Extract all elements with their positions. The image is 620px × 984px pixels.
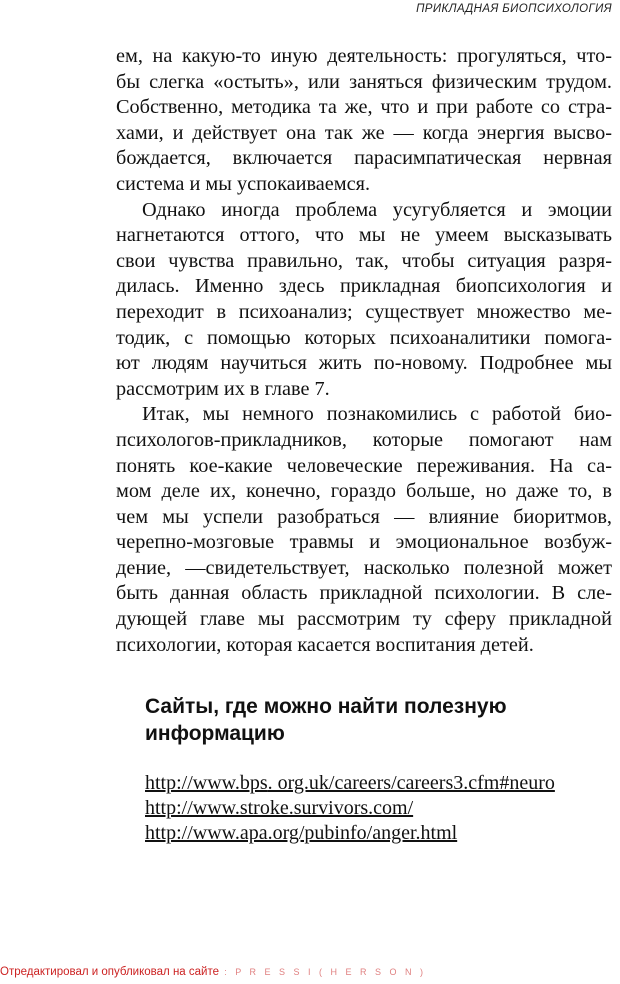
text-line: бождается, включается парасимпатическая нервная [116,147,612,170]
running-header: ПРИКЛАДНАЯ БИОПСИХОЛОГИЯ [416,3,612,15]
text-line: тодик, с помощью которых психоаналитики помога- [116,326,612,349]
text-line: переходит в психоанализ; существует множество ме- [116,300,612,323]
text-line: ем, на какую-то иную деятельность: прогуляться, что- [116,45,612,67]
text-line: хами, и действует она так же — когда энергия высво- [116,121,612,144]
text-line: ют людям научиться жить по-новому. Подробнее мы [116,352,612,375]
paragraph-1 [116,44,612,198]
text-line: нагнетаются оттого, что мы не умеем высказывать [116,224,612,247]
text-line: мом деле их, конечно, гораздо больше, но даже то, в [116,480,612,503]
links-list [145,771,555,846]
text-line: Собственно, методика та же, что и при работе со стра- [116,96,612,119]
text-line: дующей главе мы рассмотрим ту сферу прикладной [116,608,612,631]
footer-brand: : P R E S S I ( H E R S O N ) [224,967,427,977]
text-line: быть данная область прикладной психологии. В сле- [116,582,612,605]
link-stroke-survivors[interactable]: http://www.stroke.survivors.com/ [145,797,414,819]
paragraph-2 [116,198,612,403]
text-line: дилась. Именно здесь прикладная биопсихология и [116,275,612,298]
section-title [145,693,585,747]
text-line: психологов-прикладников, которые помогают нам [116,428,612,451]
footer-credit-text: Отредактировал и опубликовал на сайте [0,966,219,978]
link-bps[interactable]: http://www.bps. org.uk/careers/careers3.cfm#neuro [145,772,555,794]
text-line: психологии, которая касается воспитания детей. [116,633,534,656]
section-title-line-1: Сайты, где можно найти полезную [145,695,507,718]
text-line: Однако иногда проблема усугубляется и эмоции [142,198,612,221]
body-text [116,44,612,658]
link-apa-anger[interactable]: http://www.apa.org/pubinfo/anger.html [145,822,458,844]
footer-credit [0,966,426,978]
text-line: дение, —свидетельствует, насколько полезной может [116,556,612,579]
text-line: понять кое-какие человеческие переживания. На са- [116,454,612,477]
text-line: система и мы успокаиваемся. [116,172,371,195]
text-line: чем мы успели разобраться — влияние биоритмов, [116,505,612,528]
text-line: черепно-мозговые травмы и эмоциональное возбуж- [116,531,612,554]
section-title-line-2: информацию [145,722,285,745]
text-line: рассмотрим их в главе 7. [116,377,330,400]
text-line: свои чувства правильно, так, чтобы ситуация разря- [116,249,612,272]
paragraph-3 [116,402,612,658]
text-line: Итак, мы немного познакомились с работой био- [142,403,612,426]
text-line: бы слегка «остыть», или заняться физическим трудом. [116,70,612,93]
